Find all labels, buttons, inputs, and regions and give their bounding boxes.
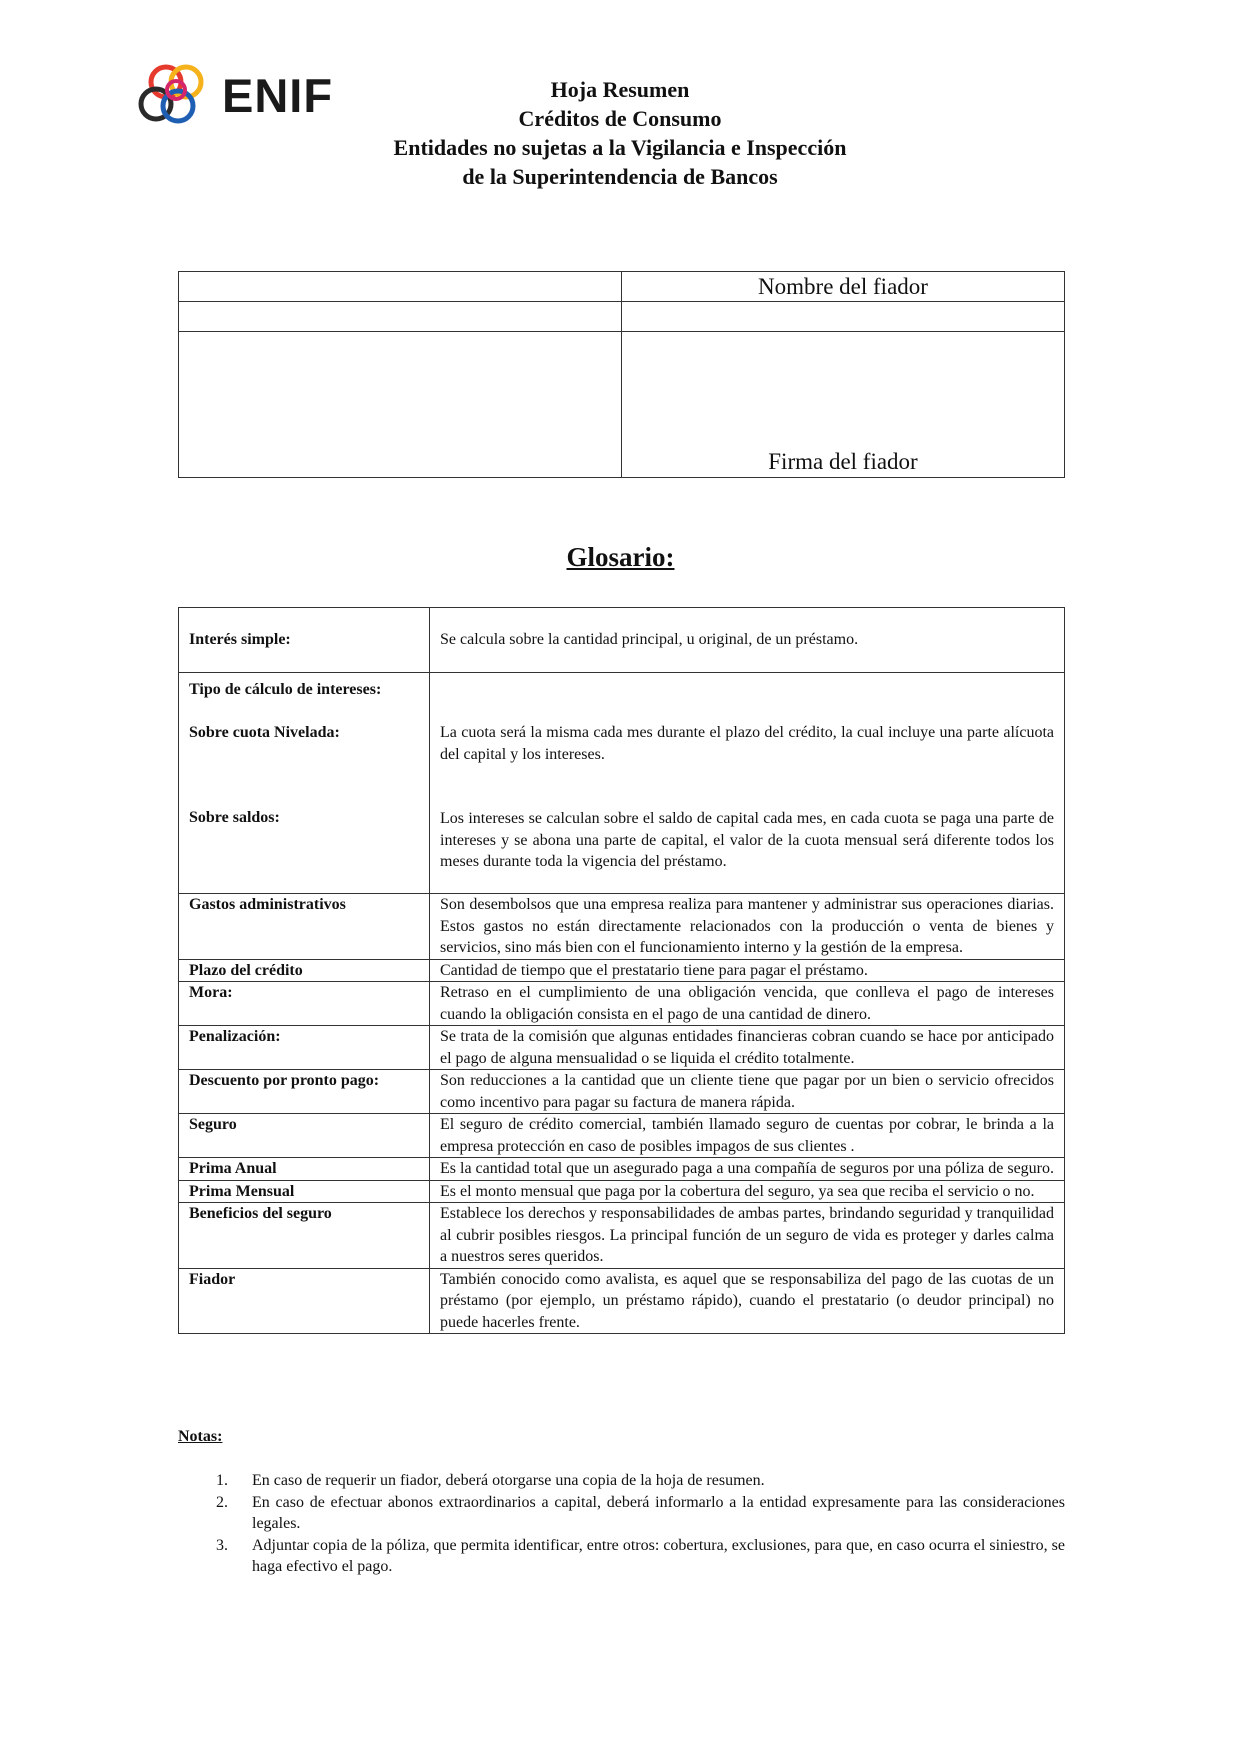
glossary-term: Sobre saldos: [189, 809, 280, 826]
fiador-signature-label: Firma del fiador [622, 332, 1065, 478]
glossary-definition: Son desembolsos que una empresa realiza para mantener y administrar sus operaciones diarias. Estos gastos no están directamente relacionados con la producción o venta de bienes y servicios, sino más bien con el funcionamiento interno y la gestión de la empresa. [430, 894, 1065, 960]
glossary-term: Mora: [179, 982, 430, 1026]
fiador-name-label: Nombre del fiador [622, 272, 1065, 302]
header-title: Hoja Resumen [550, 77, 690, 102]
glossary-definition-group [430, 673, 1065, 894]
glossary-definition: Se calcula sobre la cantidad principal, u original, de un préstamo. [430, 608, 1065, 673]
glossary-term: Prima Anual [179, 1158, 430, 1181]
note-text: Adjuntar copia de la póliza, que permita identificar, entre otros: cobertura, exclusiones, para que, en caso ocurra el siniestro, se haga efectivo el pago. [252, 1536, 1065, 1575]
table-row [179, 894, 1065, 960]
glossary-definition: También conocido como avalista, es aquel que se responsabiliza del pago de las cuotas de un préstamo (por ejemplo, un préstamo rápido), cuando el prestatario (o deudor principal) no puede hacerles frente. [430, 1268, 1065, 1334]
fiador-blank-cell [179, 302, 622, 332]
fiador-blank-cell [179, 332, 622, 478]
table-row [179, 1203, 1065, 1269]
glossary-term: Descuento por pronto pago: [179, 1070, 430, 1114]
table-row [179, 1114, 1065, 1158]
glossary-title: Glosario: [566, 542, 675, 572]
glossary-term-group [179, 673, 430, 894]
glossary-table [178, 607, 1065, 1334]
glossary-definition: Retraso en el cumplimiento de una obligación vencida, que conlleva el pago de intereses cuando la obligación consista en el pago de una cantidad de dinero. [430, 982, 1065, 1026]
note-number: 3. [216, 1536, 228, 1554]
notes-list [178, 1470, 1065, 1578]
notes-title: Notas: [178, 1428, 223, 1445]
list-item [178, 1535, 1065, 1578]
glossary-definition: Se trata de la comisión que algunas entidades financieras cobran cuando se hace por anticipado el pago de alguna mensualidad o se liquida el crédito totalmente. [430, 1026, 1065, 1070]
table-row [179, 1268, 1065, 1334]
glossary-definition: Es la cantidad total que un asegurado paga a una compañía de seguros por una póliza de seguro. [430, 1158, 1065, 1181]
glossary-term: Plazo del crédito [179, 959, 430, 982]
list-item [178, 1470, 1065, 1492]
header-subtitle: Créditos de Consumo [518, 106, 722, 131]
logo-text: ENIF [222, 69, 334, 122]
glossary-term: Prima Mensual [179, 1180, 430, 1203]
note-number: 1. [216, 1472, 228, 1489]
glossary-term: Gastos administrativos [179, 894, 430, 960]
glossary-term: Sobre cuota Nivelada: [189, 723, 340, 741]
glossary-definition: Son reducciones a la cantidad que un cliente tiene que pagar por un bien o servicio ofrecidos como incentivo para pagar su factura de manera rápida. [430, 1070, 1065, 1114]
note-text: En caso de requerir un fiador, deberá otorgarse una copia de la hoja de resumen. [252, 1472, 765, 1489]
fiador-blank-cell [179, 272, 622, 302]
table-row [179, 608, 1065, 673]
header-line-3: Entidades no sujetas a la Vigilancia e Inspección [393, 135, 847, 160]
fiador-name-field [622, 302, 1065, 332]
glossary-term: Tipo de cálculo de intereses: [189, 681, 382, 698]
glossary-term: Penalización: [179, 1026, 430, 1070]
glossary-definition: El seguro de crédito comercial, también llamado seguro de cuentas por cobrar, le brinda a la empresa protección en caso de posibles impagos de sus clientes . [430, 1114, 1065, 1158]
table-row [179, 673, 1065, 894]
table-row [179, 982, 1065, 1026]
glossary-definition: La cuota será la misma cada mes durante el plazo del crédito, la cual incluye una parte alícuota del capital y los intereses. [440, 724, 1054, 763]
enif-rings-icon [138, 60, 224, 132]
table-row [179, 1026, 1065, 1070]
glossary-term: Interés simple: [179, 608, 430, 673]
document-header [300, 75, 940, 191]
table-row [179, 1180, 1065, 1203]
glossary-term: Fiador [179, 1268, 430, 1334]
glossary-definition: Establece los derechos y responsabilidades de ambas partes, brindando seguridad y tranquilidad al cubrir posibles riesgos. La principal función de un seguro de vida es proteger y darles calma a nuestros seres queridos. [430, 1203, 1065, 1269]
glossary-definition: Es el monto mensual que paga por la cobertura del seguro, ya sea que reciba el servicio o no. [430, 1180, 1065, 1203]
glossary-term: Seguro [179, 1114, 430, 1158]
list-item [178, 1492, 1065, 1535]
table-row [179, 1070, 1065, 1114]
fiador-table [178, 271, 1065, 478]
glossary-term: Beneficios del seguro [179, 1203, 430, 1269]
note-text: En caso de efectuar abonos extraordinarios a capital, deberá informarlo a la entidad expresamente para las consideraciones legales. [252, 1493, 1065, 1532]
glossary-definition: Cantidad de tiempo que el prestatario tiene para pagar el préstamo. [430, 959, 1065, 982]
glossary-definition: Los intereses se calculan sobre el saldo de capital cada mes, en cada cuota se paga una parte de intereses y se abona una parte de capital, el valor de la cuota mensual será diferente todos los meses durante toda la vigencia del préstamo. [440, 810, 1054, 870]
table-row [179, 1158, 1065, 1181]
header-line-4: de la Superintendencia de Bancos [462, 164, 778, 189]
table-row [179, 959, 1065, 982]
note-number: 2. [216, 1493, 228, 1511]
